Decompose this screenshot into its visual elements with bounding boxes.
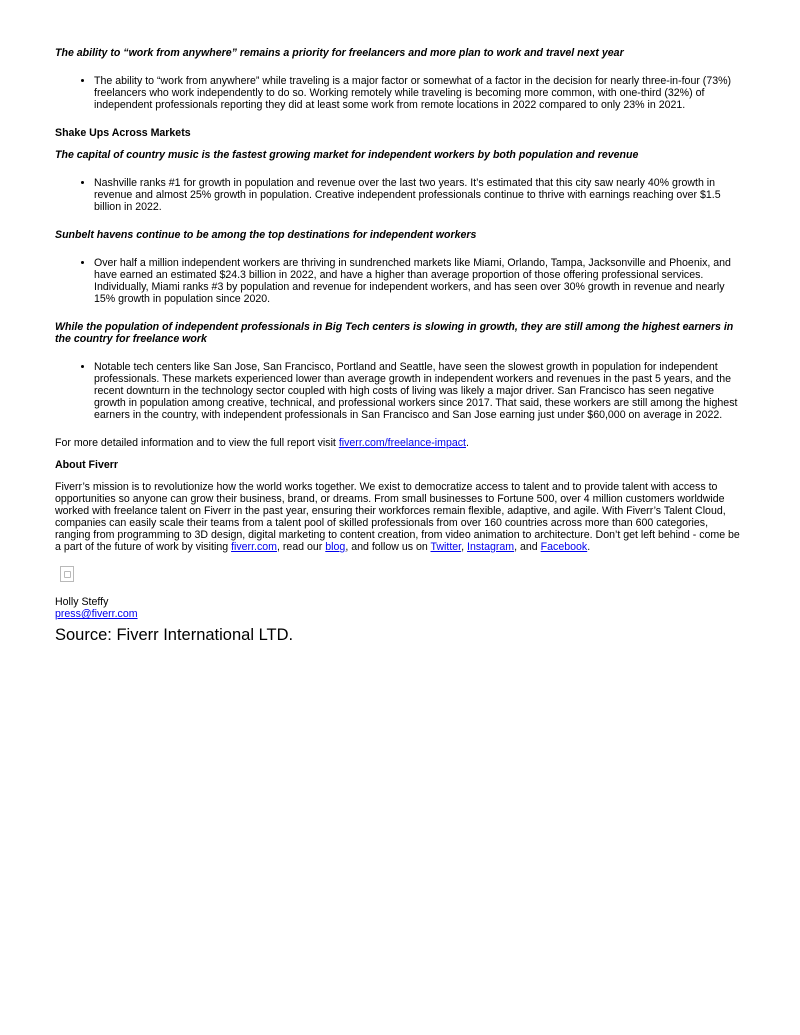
about-body: Fiverr’s mission is to revolutionize how the world works together. We exist to democratize access to talent and to provide talent with access to opportunities so anyone can grow their business, brand, or dreams. From small businesses to Fortune 500, over 4 million customers worldwide worked with freelance talent on Fiverr in the past year, ensuring their workforces remain flexible, adaptive, and agile. With Fiverr’s Talent Cloud, companies can easily scale their teams from a talent pool of skilled professionals from over 160 countries across more than 600 categories, ranging from programming to 3D design, digital marketing to content creation, from video animation to architecture. Don’t get left behind - come be a part of the future of work by visiting (55, 481, 740, 553)
about-paragraph (55, 481, 746, 553)
about-text: , read our (276, 541, 326, 553)
report-paragraph (55, 437, 746, 449)
broken-image-icon (55, 566, 746, 582)
anywhere-heading: The ability to “work from anywhere” remains a priority for freelancers and more plan to work and travel next year (55, 47, 624, 59)
country-list (55, 177, 746, 213)
list-item: • Notable tech centers like San Jose, San Francisco, Portland and Seattle, have seen the slowest growth in population for independent professionals. These markets experienced lower than average growth in independent workers and revenues in the past 5 years, and the recent downturn in the technology sector coupled with high costs of living was likely a major driver. San Francisco has seen negative growth in population among creative, technical, and professional workers since 2017. That said, these workers are still among the highest earners in the country, with independent professionals in San Francisco and San Jose earning just under $60,000 on average in 2022. (94, 361, 746, 421)
instagram-link[interactable]: Instagram (467, 541, 515, 553)
image-placeholder (60, 566, 74, 582)
anywhere-list (55, 75, 746, 111)
twitter-link[interactable]: Twitter (430, 541, 462, 553)
report-text: For more detailed information and to view the full report visit (55, 437, 339, 449)
about-text: , and (514, 541, 541, 553)
contact-email-line (55, 608, 746, 620)
about-text: , (461, 541, 468, 553)
list-item: • The ability to “work from anywhere” while traveling is a major factor or somewhat of a factor in the decision for nearly three-in-four (73%) freelancers who work independently to do so. Working remotely while traveling is becoming more common, with one-third (32%) of independent professionals reporting they did at least some work from remote locations in 2022 compared to only 23% in 2021. (94, 75, 746, 111)
about-text: , and follow us on (345, 541, 431, 553)
about-heading: About Fiverr (55, 459, 118, 471)
shakeups-heading: Shake Ups Across Markets (55, 127, 191, 139)
fiverr-site-link[interactable]: fiverr.com (231, 541, 277, 553)
sunbelt-heading: Sunbelt havens continue to be among the top destinations for independent workers (55, 229, 477, 241)
list-item: • Nashville ranks #1 for growth in population and revenue over the last two years. It’s estimated that this city saw nearly 40% growth in revenue and almost 25% growth in population. Creative independent professionals continue to thrive with earnings reaching over $1.5 billion in 2022. (94, 177, 746, 213)
blog-link[interactable]: blog (325, 541, 346, 553)
source-line: Source: Fiverr International LTD. (55, 626, 294, 644)
contact-name: Holly Steffy (55, 596, 109, 608)
bigtech-list (55, 361, 746, 421)
about-text: . (587, 541, 591, 553)
sunbelt-list (55, 257, 746, 305)
bigtech-heading: While the population of independent professionals in Big Tech centers is slowing in growth, they are still among the highest earners in the country for freelance work (55, 321, 734, 345)
report-end: . (465, 437, 469, 449)
press-email-link[interactable]: press@fiverr.com (55, 608, 138, 620)
country-heading: The capital of country music is the fastest growing market for independent workers by both population and revenue (55, 149, 639, 161)
facebook-link[interactable]: Facebook (540, 541, 588, 553)
list-item: • Over half a million independent workers are thriving in sundrenched markets like Miami, Orlando, Tampa, Jacksonville and Phoenix, and have earned an estimated $24.3 billion in 2022, and have a higher than average proportion of those offering professional services. Individually, Miami ranks #3 by population and revenue for independent workers, and has seen over 30% growth in revenue and nearly 15% growth in population since 2020. (94, 257, 746, 305)
freelance-impact-link[interactable]: fiverr.com/freelance-impact (338, 437, 466, 449)
